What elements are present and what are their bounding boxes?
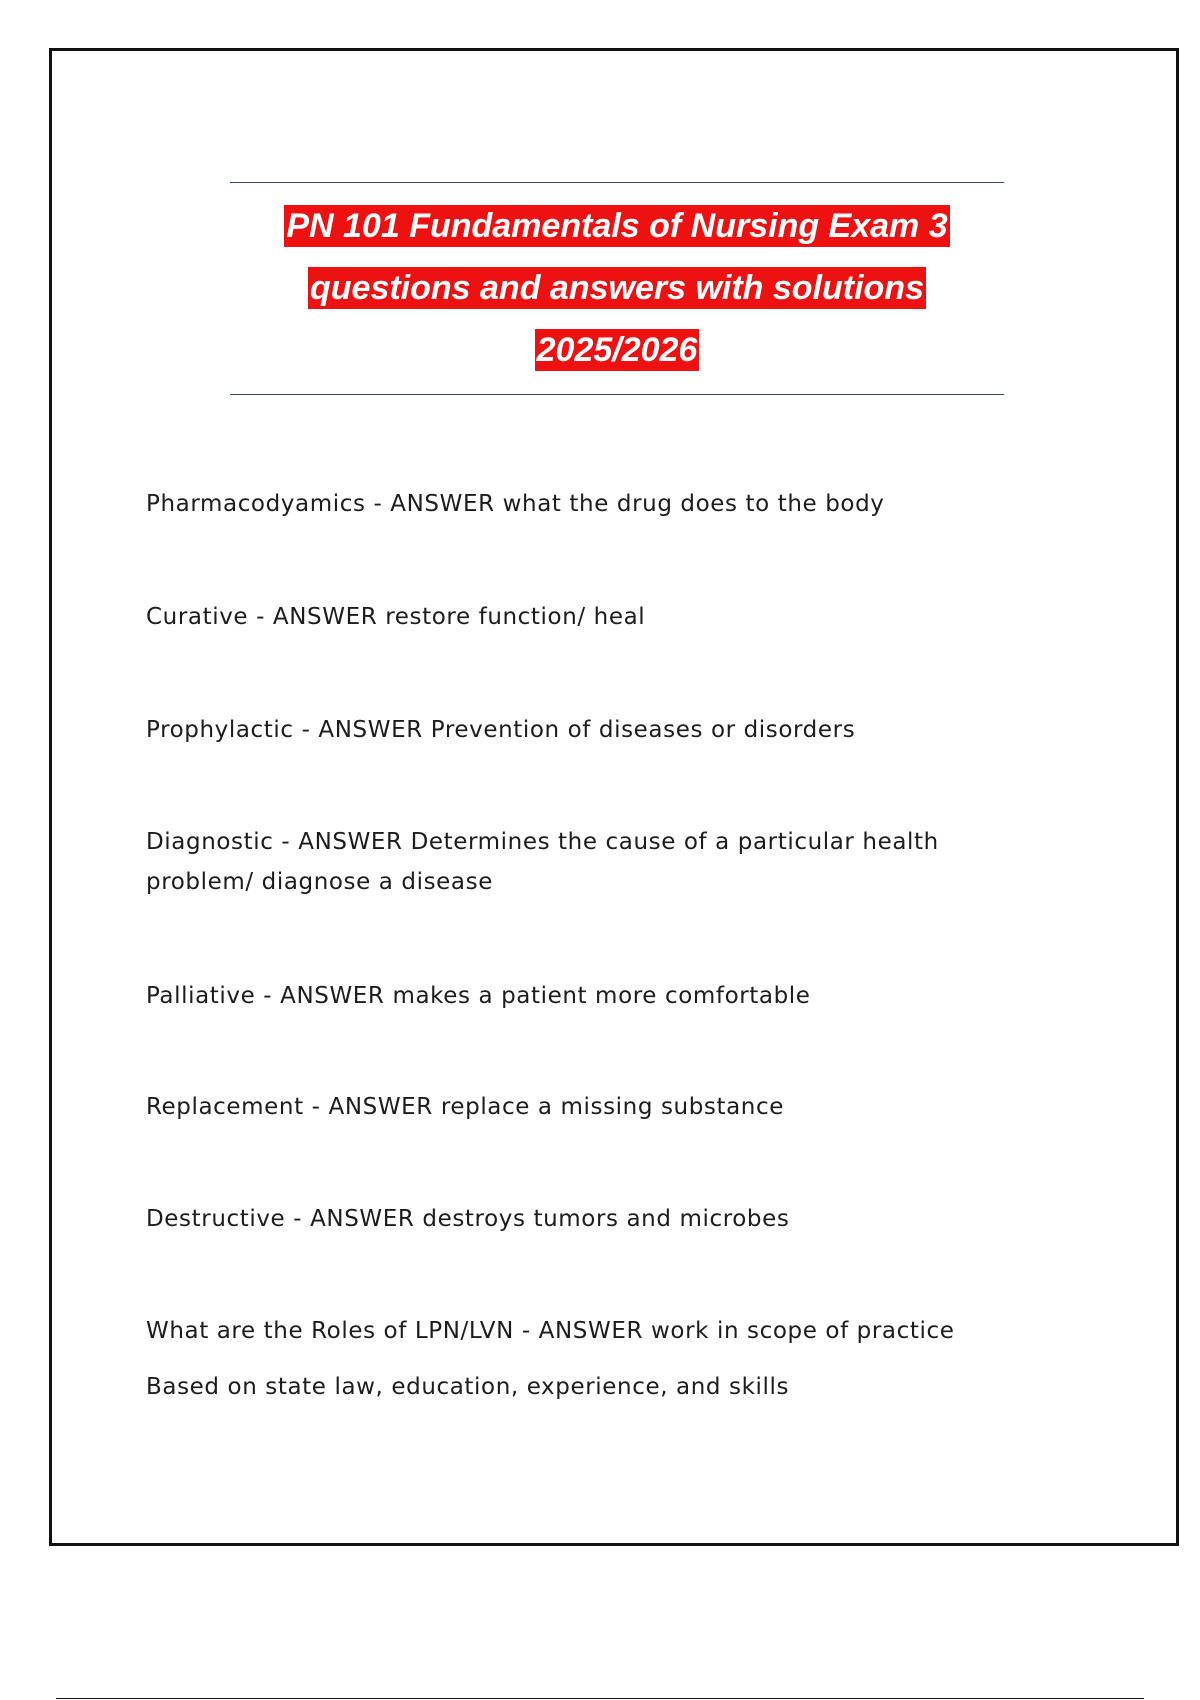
qa-separator: - (263, 983, 273, 1009)
qa-separator: - (256, 604, 265, 630)
qa-answer-label: ANSWER (280, 983, 385, 1009)
qa-separator: - (373, 491, 383, 517)
qa-answer: what the drug does to the body (502, 491, 885, 517)
qa-term: Destructive (146, 1206, 286, 1232)
document-title (230, 200, 1004, 386)
qa-term: Palliative (146, 983, 256, 1009)
qa-term: Diagnostic (146, 829, 274, 855)
qa-answer: replace a missing substance (440, 1094, 784, 1120)
qa-answer: Determines the cause of a particular health problem/ diagnose a disease (146, 829, 939, 895)
title-line-1: PN 101 Fundamentals of Nursing Exam 3 (286, 207, 948, 245)
qa-separator: - (311, 1094, 321, 1120)
qa-item-prophylactic (146, 710, 1026, 750)
qa-answer: makes a patient more comfortable (392, 983, 811, 1009)
qa-answer-label: ANSWER (318, 717, 423, 743)
qa-term: Curative (146, 604, 249, 630)
qa-answer-label: ANSWER (310, 1206, 415, 1232)
title-top-rule (230, 182, 1004, 183)
qa-answer: destroys tumors and microbes (422, 1206, 790, 1232)
qa-item-palliative (146, 976, 1026, 1016)
qa-answer-label: ANSWER (298, 829, 403, 855)
qa-answer: work in scope of practice (650, 1318, 955, 1344)
qa-answer-label: ANSWER (272, 604, 378, 630)
qa-term: Replacement (146, 1094, 304, 1120)
title-line-3: 2025/2026 (536, 331, 698, 369)
qa-separator: - (301, 717, 311, 743)
qa-answer-label: ANSWER (538, 1318, 644, 1344)
qa-answer-label: ANSWER (328, 1094, 433, 1120)
qa-term: Prophylactic (146, 717, 294, 743)
qa-continuation-text: Based on state law, education, experience, and skills (146, 1374, 790, 1400)
qa-term: What are the Roles of LPN/LVN (146, 1318, 514, 1344)
title-line-2: questions and answers with solutions (310, 269, 924, 307)
footer-rule (56, 1698, 1144, 1699)
qa-separator: - (293, 1206, 303, 1232)
qa-answer-label: ANSWER (390, 491, 495, 517)
qa-answer: restore function/ heal (385, 604, 646, 630)
qa-item-pharmacodynamics (146, 484, 1026, 524)
qa-answer: Prevention of diseases or disorders (430, 717, 856, 743)
qa-item-destructive (146, 1199, 1026, 1239)
qa-item-replacement (146, 1087, 1026, 1127)
qa-term: Pharmacodyamics (146, 491, 366, 517)
title-bottom-rule (230, 394, 1004, 395)
qa-continuation (146, 1367, 1026, 1407)
qa-item-roles-lpn-lvn (146, 1311, 1026, 1351)
qa-item-curative (146, 597, 1026, 637)
qa-separator: - (281, 829, 291, 855)
qa-item-diagnostic (146, 822, 1026, 902)
qa-separator: - (521, 1318, 531, 1344)
